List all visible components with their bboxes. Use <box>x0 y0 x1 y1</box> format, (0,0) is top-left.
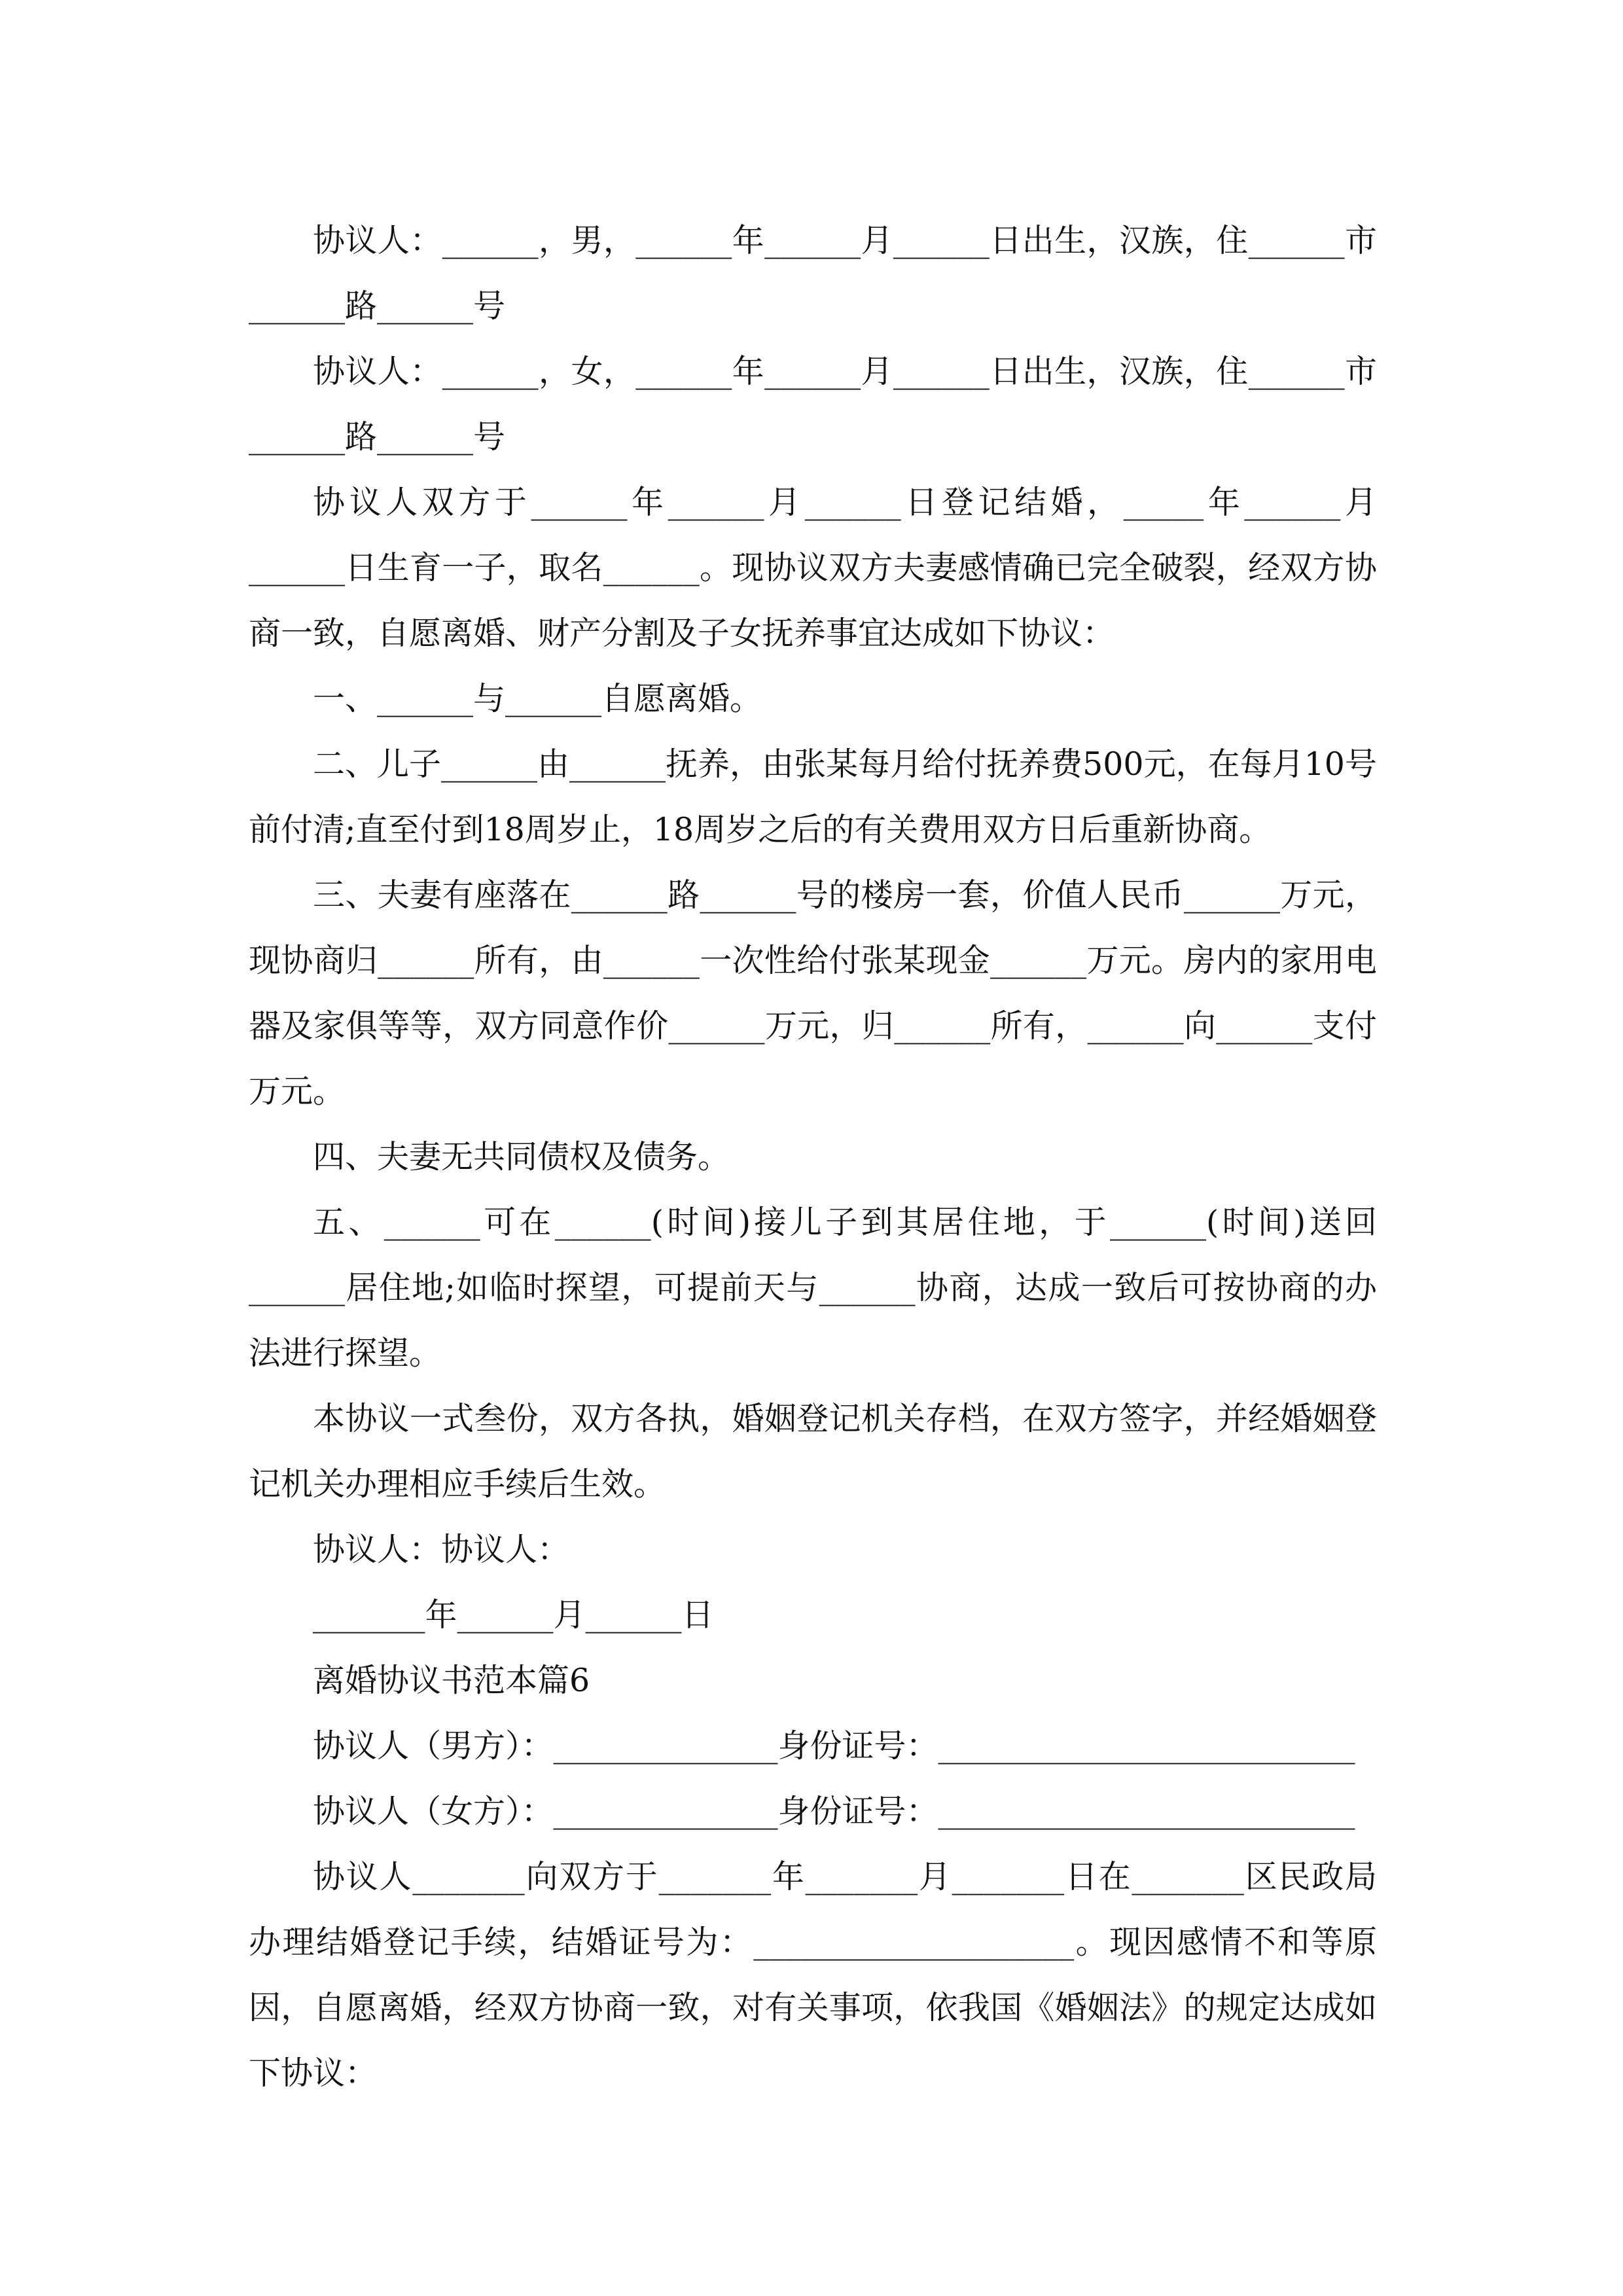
paragraph-party-female: 协议人：______，女，______年______月______日出生，汉族，住______市______路______号 <box>249 353 1377 456</box>
clause-3: 三、夫妻有座落在______路______号的楼房一套，价值人民币______万元，现协商归______所有，由______一次性给付张某现金______万元。房内的家用电器及家俱等等，双方同意作价______万元，归______所有，______向______支付万元。 <box>249 876 1377 1110</box>
clause-4: 四、夫妻无共同债权及债务。 <box>313 1138 730 1175</box>
party-male-id-line: 协议人（男方）：______________身份证号：__________________________ <box>313 1727 1355 1765</box>
party-female-id-line: 协议人（女方）：______________身份证号：__________________________ <box>313 1793 1355 1830</box>
clause-1: 一、______与______自愿离婚。 <box>313 680 762 717</box>
paragraph-party-male: 协议人：______，男，______年______月______日出生，汉族，住______市______路______号 <box>249 222 1377 325</box>
document-page <box>249 208 1377 2106</box>
date-line: _______年______月______日 <box>313 1596 714 1634</box>
paragraph-marriage-info: 协议人双方于______年______月______日登记结婚，_____年______月______日生育一子，取名______。现协议双方夫妻感情确已完全破裂，经双方协商一致，自愿离婚、财产分割及子女抚养事宜达成如下协议： <box>249 484 1377 652</box>
signature-line: 协议人：协议人： <box>313 1531 570 1568</box>
clause-2: 二、儿子______由______抚养，由张某每月给付抚养费500元，在每月10号前付清;直至付到18周岁止，18周岁之后的有关费用双方日后重新协商。 <box>249 745 1377 848</box>
paragraph-effectiveness: 本协议一式叁份，双方各执，婚姻登记机关存档，在双方签字，并经婚姻登记机关办理相应手续后生效。 <box>249 1400 1377 1503</box>
paragraph-registration: 协议人_______向双方于_______年_______月_______日在_______区民政局办理结婚登记手续，结婚证号为：____________________。现因感情不和等原因，自愿离婚，经双方协商一致，对有关事项，依我国《婚姻法》的规定达成如下协议： <box>249 1858 1377 2092</box>
section-title: 离婚协议书范本篇6 <box>313 1662 590 1699</box>
clause-5: 五、______可在______(时间)接儿子到其居住地，于______(时间)送回______居住地;如临时探望，可提前天与______协商，达成一致后可按协商的办法进行探望。 <box>249 1204 1377 1372</box>
